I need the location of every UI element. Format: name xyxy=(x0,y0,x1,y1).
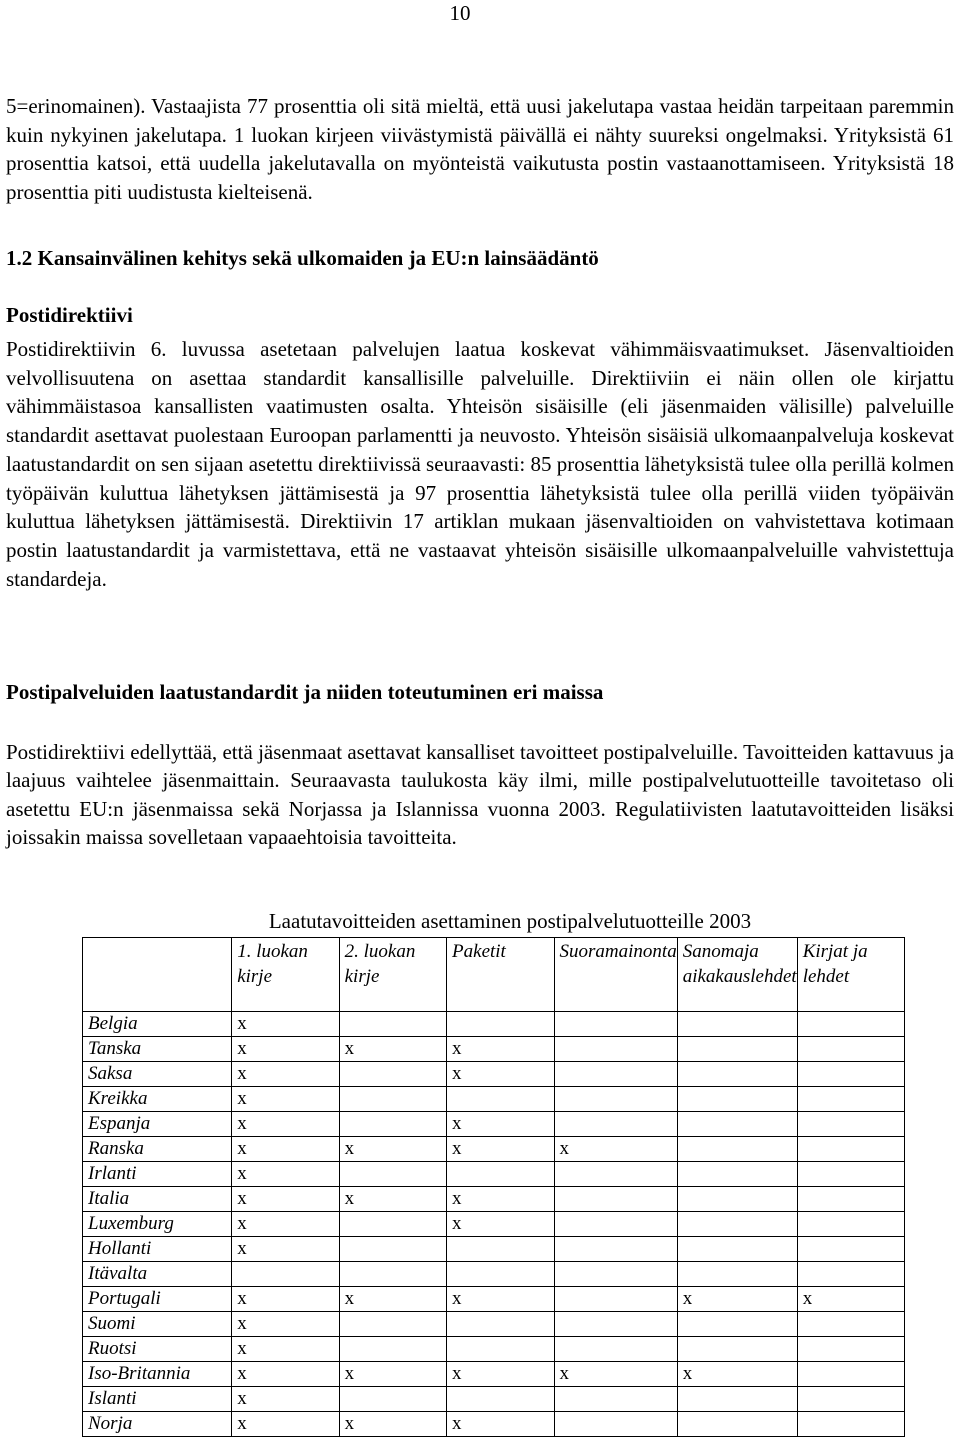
country-cell: Italia xyxy=(83,1187,232,1212)
column-header: Kirjat ja lehdet xyxy=(797,938,904,1012)
target-mark-cell xyxy=(797,1162,904,1187)
target-mark-cell xyxy=(797,1087,904,1112)
target-mark-cell xyxy=(554,1012,677,1037)
country-cell: Suomi xyxy=(83,1312,232,1337)
target-mark-cell xyxy=(677,1212,797,1237)
table-header-row xyxy=(83,938,905,1012)
table-row xyxy=(83,1237,905,1262)
target-mark-cell xyxy=(677,1337,797,1362)
quality-targets-table xyxy=(82,937,905,1437)
target-mark-cell xyxy=(339,1337,446,1362)
target-mark-cell xyxy=(554,1062,677,1087)
target-mark-cell xyxy=(447,1337,555,1362)
target-mark-cell xyxy=(447,1012,555,1037)
target-mark-cell: x xyxy=(339,1137,446,1162)
target-mark-cell xyxy=(677,1237,797,1262)
target-mark-cell xyxy=(554,1287,677,1312)
target-mark-cell xyxy=(339,1162,446,1187)
target-mark-cell xyxy=(447,1237,555,1262)
target-mark-cell xyxy=(797,1312,904,1337)
target-mark-cell xyxy=(339,1212,446,1237)
target-mark-cell: x xyxy=(447,1212,555,1237)
target-mark-cell xyxy=(554,1162,677,1187)
target-mark-cell xyxy=(677,1162,797,1187)
country-cell: Itävalta xyxy=(83,1262,232,1287)
table-row xyxy=(83,1337,905,1362)
table-caption: Laatutavoitteiden asettaminen postipalvelutuotteille 2003 xyxy=(268,909,752,933)
target-mark-cell xyxy=(797,1062,904,1087)
target-mark-cell: x xyxy=(232,1162,339,1187)
target-mark-cell xyxy=(554,1212,677,1237)
target-mark-cell xyxy=(797,1187,904,1212)
table-row xyxy=(83,1087,905,1112)
target-mark-cell: x xyxy=(339,1362,446,1387)
country-cell: Luxemburg xyxy=(83,1212,232,1237)
table-row xyxy=(83,1062,905,1087)
country-cell: Portugali xyxy=(83,1287,232,1312)
target-mark-cell xyxy=(447,1262,555,1287)
table-row xyxy=(83,1287,905,1312)
target-mark-cell: x xyxy=(232,1237,339,1262)
target-mark-cell: x xyxy=(447,1287,555,1312)
target-mark-cell: x xyxy=(232,1137,339,1162)
target-mark-cell xyxy=(554,1262,677,1287)
target-mark-cell xyxy=(339,1262,446,1287)
target-mark-cell: x xyxy=(554,1137,677,1162)
target-mark-cell xyxy=(232,1262,339,1287)
target-mark-cell xyxy=(797,1137,904,1162)
country-cell: Hollanti xyxy=(83,1237,232,1262)
table-row xyxy=(83,1112,905,1137)
target-mark-cell xyxy=(797,1412,904,1437)
country-cell: Norja xyxy=(83,1412,232,1437)
target-mark-cell xyxy=(554,1112,677,1137)
target-mark-cell: x xyxy=(232,1037,339,1062)
target-mark-cell: x xyxy=(232,1012,339,1037)
column-header: Suoramainonta xyxy=(554,938,677,1012)
country-cell: Irlanti xyxy=(83,1162,232,1187)
target-mark-cell: x xyxy=(232,1062,339,1087)
target-mark-cell xyxy=(447,1162,555,1187)
country-cell: Espanja xyxy=(83,1112,232,1137)
paragraph-survey-results: 5=erinomainen). Vastaajista 77 prosenttia oli sitä mieltä, että uusi jakelutapa vastaa heidän tarpeitaan paremmin kuin nykyinen jakelutapa. 1 luokan kirjeen viivästymistä päivällä ei nähty suureksi ongelmaksi. Yrityksistä 61 prosenttia katsoi, että uudella jakelutavalla on myönteistä vaikutusta postin vastaanottamiseen. Yrityksistä 18 prosenttia piti uudistusta kielteisenä. xyxy=(6,94,954,204)
target-mark-cell xyxy=(677,1412,797,1437)
target-mark-cell: x xyxy=(447,1187,555,1212)
target-mark-cell: x xyxy=(447,1037,555,1062)
target-mark-cell: x xyxy=(677,1362,797,1387)
target-mark-cell xyxy=(677,1087,797,1112)
target-mark-cell xyxy=(797,1387,904,1412)
country-cell: Iso-Britannia xyxy=(83,1362,232,1387)
target-mark-cell xyxy=(339,1062,446,1087)
target-mark-cell xyxy=(677,1387,797,1412)
target-mark-cell xyxy=(677,1062,797,1087)
country-cell: Belgia xyxy=(83,1012,232,1037)
target-mark-cell: x xyxy=(339,1037,446,1062)
table-row xyxy=(83,1037,905,1062)
target-mark-cell: x xyxy=(447,1412,555,1437)
target-mark-cell xyxy=(677,1112,797,1137)
target-mark-cell: x xyxy=(447,1062,555,1087)
target-mark-cell xyxy=(554,1087,677,1112)
target-mark-cell: x xyxy=(232,1087,339,1112)
target-mark-cell xyxy=(797,1237,904,1262)
target-mark-cell xyxy=(554,1037,677,1062)
target-mark-cell: x xyxy=(232,1112,339,1137)
target-mark-cell xyxy=(554,1387,677,1412)
paragraph-quality-targets: Postidirektiivi edellyttää, että jäsenmaat asettavat kansalliset tavoitteet postipalveluille. Tavoitteiden kattavuus ja laajuus vaihtelee jäsenmaittain. Seuraavasta taulukosta käy ilmi, mille postipalvelutuotteille tavoitetaso oli asetettu EU:n jäsenmaissa sekä Norjassa ja Islannissa vuonna 2003. Regulatiivisten laatutavoitteiden lisäksi joissakin maissa sovelletaan vapaaehtoisia tavoitteita. xyxy=(6,740,954,850)
target-mark-cell: x xyxy=(232,1387,339,1412)
target-mark-cell xyxy=(554,1187,677,1212)
target-mark-cell xyxy=(447,1087,555,1112)
target-mark-cell xyxy=(677,1262,797,1287)
target-mark-cell: x xyxy=(447,1137,555,1162)
target-mark-cell xyxy=(677,1012,797,1037)
country-cell: Ranska xyxy=(83,1137,232,1162)
column-header: 2. luokan kirje xyxy=(339,938,446,1012)
country-cell: Saksa xyxy=(83,1062,232,1087)
target-mark-cell xyxy=(797,1362,904,1387)
country-cell: Kreikka xyxy=(83,1087,232,1112)
target-mark-cell: x xyxy=(232,1362,339,1387)
target-mark-cell: x xyxy=(232,1187,339,1212)
table-row xyxy=(83,1262,905,1287)
target-mark-cell xyxy=(797,1262,904,1287)
page-number: 10 xyxy=(449,1,471,25)
target-mark-cell: x xyxy=(232,1287,339,1312)
target-mark-cell xyxy=(797,1337,904,1362)
target-mark-cell: x xyxy=(339,1412,446,1437)
target-mark-cell xyxy=(677,1137,797,1162)
table-row xyxy=(83,1012,905,1037)
table-row xyxy=(83,1362,905,1387)
target-mark-cell xyxy=(447,1312,555,1337)
target-mark-cell: x xyxy=(447,1362,555,1387)
country-cell: Tanska xyxy=(83,1037,232,1062)
target-mark-cell xyxy=(677,1187,797,1212)
target-mark-cell xyxy=(339,1387,446,1412)
target-mark-cell xyxy=(554,1337,677,1362)
table-row xyxy=(83,1387,905,1412)
column-header: 1. luokan kirje xyxy=(232,938,339,1012)
table-row xyxy=(83,1162,905,1187)
target-mark-cell: x xyxy=(339,1287,446,1312)
section-heading: 1.2 Kansainvälinen kehitys sekä ulkomaiden ja EU:n lainsäädäntö xyxy=(6,246,599,270)
column-header: Paketit xyxy=(447,938,555,1012)
target-mark-cell xyxy=(554,1312,677,1337)
table-row xyxy=(83,1212,905,1237)
subheading-quality-standards: Postipalveluiden laatustandardit ja niiden toteutuminen eri maissa xyxy=(6,680,604,704)
target-mark-cell: x xyxy=(797,1287,904,1312)
target-mark-cell: x xyxy=(447,1112,555,1137)
target-mark-cell: x xyxy=(677,1287,797,1312)
column-header: Sanomaja aikakauslehdet xyxy=(677,938,797,1012)
table-row xyxy=(83,1412,905,1437)
target-mark-cell: x xyxy=(232,1212,339,1237)
subheading-postal-directive: Postidirektiivi xyxy=(6,303,133,327)
table-row xyxy=(83,1137,905,1162)
target-mark-cell: x xyxy=(232,1337,339,1362)
target-mark-cell xyxy=(554,1237,677,1262)
target-mark-cell xyxy=(447,1387,555,1412)
target-mark-cell xyxy=(677,1037,797,1062)
target-mark-cell: x xyxy=(232,1412,339,1437)
target-mark-cell xyxy=(339,1237,446,1262)
table-row xyxy=(83,1312,905,1337)
paragraph-postal-directive: Postidirektiivin 6. luvussa asetetaan palvelujen laatua koskevat vähimmäisvaatimukset. Jäsenvaltioiden velvollisuutena on asettaa standardit kansallisille palveluille. Direktiiviin ei näin ollen ole kirjattu vähimmäistasoa kansallisten vaatimusten osalta. Yhteisön sisäisille (eli jäsenmaiden välisille) palveluille standardit asettavat puolestaan Euroopan parlamentti ja neuvosto. Yhteisön sisäisiä ulkomaanpalveluja koskevat laatustandardit on sen sijaan asetettu direktiivissä seuraavasti: 85 prosenttia lähetyksistä tulee olla perillä kolmen työpäivän kuluttua lähetyksen jättämisestä ja 97 prosenttia lähetyksistä tulee olla perillä viiden työpäivän kuluttua lähetyksen jättämisestä. Direktiivin 17 artiklan mukaan jäsenvaltioiden on vahvistettava kotimaan postin laatustandardit ja varmistettava, että ne vastaavat yhteisön sisäisille ulkomaanpalveluille vahvistettuja standardeja. xyxy=(6,337,954,591)
target-mark-cell xyxy=(797,1012,904,1037)
target-mark-cell xyxy=(677,1312,797,1337)
target-mark-cell: x xyxy=(554,1362,677,1387)
target-mark-cell xyxy=(797,1112,904,1137)
target-mark-cell xyxy=(797,1037,904,1062)
table-corner-cell xyxy=(83,938,232,1012)
table-row xyxy=(83,1187,905,1212)
target-mark-cell: x xyxy=(232,1312,339,1337)
target-mark-cell xyxy=(797,1212,904,1237)
target-mark-cell xyxy=(339,1312,446,1337)
country-cell: Ruotsi xyxy=(83,1337,232,1362)
target-mark-cell: x xyxy=(339,1187,446,1212)
target-mark-cell xyxy=(554,1412,677,1437)
target-mark-cell xyxy=(339,1012,446,1037)
target-mark-cell xyxy=(339,1112,446,1137)
target-mark-cell xyxy=(339,1087,446,1112)
country-cell: Islanti xyxy=(83,1387,232,1412)
